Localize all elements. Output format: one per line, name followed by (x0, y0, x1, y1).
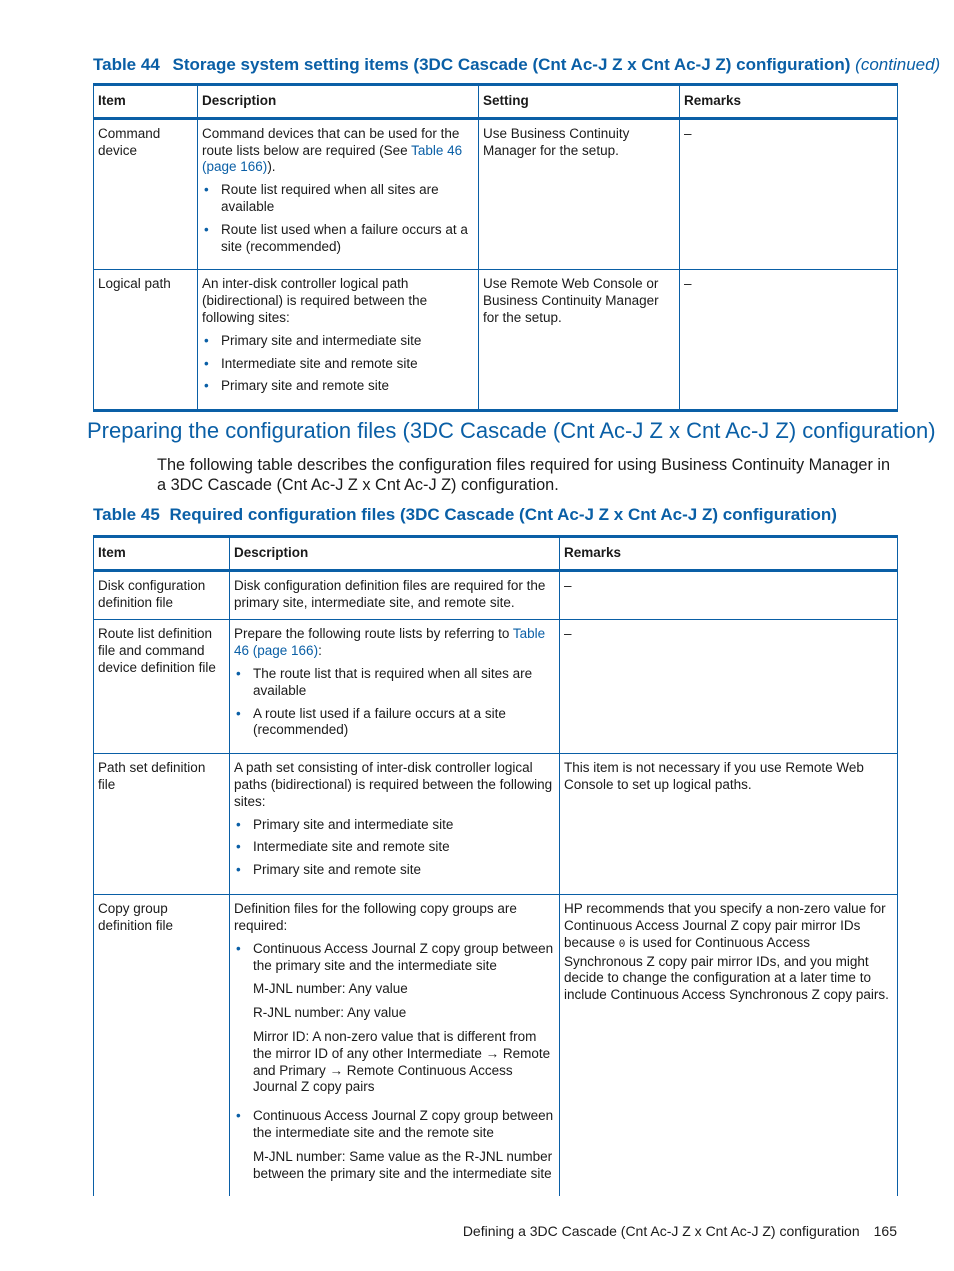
column-header: Setting (479, 85, 680, 119)
table-row (94, 270, 898, 411)
list-item: • Primary site and intermediate site (234, 817, 554, 834)
description-text: Command devices that can be used for the route lists below are required (See (202, 125, 460, 158)
table-46-link[interactable]: Table 46 (page 166) (234, 626, 546, 659)
description-text: ). (267, 159, 276, 175)
table-row (94, 570, 898, 620)
list-item: • Primary site and remote site (234, 862, 554, 879)
section-intro: The following table describes the configuration files required for using Business Continuity Manager in a 3DC Cascade (Cnt Ac-J Z x Cnt Ac-J Z) configuration. (157, 456, 891, 494)
list-item: • A route list used if a failure occurs at a site (recommended) (234, 706, 554, 740)
cell-remarks: – (560, 620, 898, 754)
cell-description (198, 270, 479, 411)
table-46-link[interactable]: Table 46 (page 166) (202, 142, 463, 175)
cell-remarks: – (560, 570, 898, 620)
table-row (94, 895, 898, 1197)
sub-paragraph: Mirror ID: A non-zero value that is different from the mirror ID of any other Intermediate → Remote and Primary → Remote Continuous Access Journal Z copy pairs (253, 1028, 551, 1095)
cell-setting: Use Business Continuity Manager for the setup. (479, 118, 680, 270)
sub-paragraph: M-JNL number: Any value (253, 981, 408, 997)
list-item: • Intermediate site and remote site (202, 356, 473, 373)
list-item: • Route list required when all sites are available (202, 182, 473, 216)
description-text: : (318, 643, 322, 659)
column-header: Item (94, 85, 198, 119)
table-row (94, 620, 898, 754)
section-title: Preparing the configuration files (3DC Cascade (Cnt Ac-J Z x Cnt Ac-J Z) configuration) (87, 418, 936, 443)
remarks-text: HP recommends that you specify a non-zero value for Continuous Access Journal Z copy pair mirror IDs because (564, 901, 886, 950)
remarks-text: is used for Continuous Access Synchronous Z copy pair mirror IDs, and you might decide to change the configuration at a later time to include Continuous Access Synchronous Z copy pairs. (564, 934, 889, 1003)
cell-item: Copy group definition file (94, 895, 230, 1197)
table-44-continued: (continued) (855, 55, 941, 74)
cell-description (230, 620, 560, 754)
cell-item: Route list definition file and command device definition file (94, 620, 230, 754)
cell-description (198, 118, 479, 270)
list-item: • The route list that is required when all sites are available (234, 666, 554, 700)
list-item: • Route list used when a failure occurs at a site (recommended) (202, 222, 473, 256)
cell-item: Logical path (94, 270, 198, 411)
page-number: 165 (873, 1223, 897, 1239)
list-item (234, 1108, 554, 1182)
table-44 (93, 83, 898, 412)
list-item-text: Continuous Access Journal Z copy group between the primary site and the intermediate site (253, 940, 554, 973)
column-header: Remarks (680, 85, 898, 119)
table-row (94, 118, 898, 270)
sub-paragraph: R-JNL number: Any value (253, 1005, 407, 1021)
cell-setting: Use Remote Web Console or Business Continuity Manager for the setup. (479, 270, 680, 411)
table-44-number: Table 44 (93, 55, 160, 74)
table-45-caption (93, 505, 903, 525)
cell-item: Path set definition file (94, 754, 230, 895)
cell-remarks: – (680, 270, 898, 411)
cell-description (230, 895, 560, 1197)
page-footer (380, 1223, 897, 1239)
footer-text: Defining a 3DC Cascade (Cnt Ac-J Z x Cnt Ac-J Z) configuration (462, 1223, 860, 1239)
column-header: Item (94, 537, 230, 571)
sub-paragraph: M-JNL number: Same value as the R-JNL number between the primary site and the intermediate site (253, 1148, 553, 1181)
list-item-text: Continuous Access Journal Z copy group between the intermediate site and the remote site (253, 1108, 554, 1140)
cell-item: Command device (94, 118, 198, 270)
description-text: Prepare the following route lists by referring to (234, 626, 513, 642)
table-45 (93, 535, 898, 1196)
column-header: Description (230, 537, 560, 571)
table-44-title: Storage system setting items (3DC Cascade (Cnt Ac-J Z x Cnt Ac-J Z) configuration) (172, 55, 851, 74)
list-item (234, 941, 554, 1096)
cell-description (230, 754, 560, 895)
list-item: • Intermediate site and remote site (234, 839, 554, 856)
table-44-caption (93, 55, 941, 75)
list-item: • Primary site and remote site (202, 378, 473, 395)
table-row (94, 754, 898, 895)
inline-code: 0 (618, 938, 626, 951)
table-45-title: Required configuration files (3DC Cascade (Cnt Ac-J Z x Cnt Ac-J Z) configuration) (169, 505, 837, 524)
cell-remarks (560, 895, 898, 1197)
list-item: • Primary site and intermediate site (202, 333, 473, 350)
cell-remarks: – (680, 118, 898, 270)
table-header-row (94, 85, 898, 119)
description-text: An inter-disk controller logical path (bidirectional) is required between the following sites: (202, 276, 428, 325)
column-header: Description (198, 85, 479, 119)
cell-description: Disk configuration definition files are required for the primary site, intermediate site, and remote site. (230, 570, 560, 620)
description-text: A path set consisting of inter-disk controller logical paths (bidirectional) is required between the following sites: (234, 760, 553, 809)
table-header-row (94, 537, 898, 571)
cell-item: Disk configuration definition file (94, 570, 230, 620)
column-header: Remarks (560, 537, 898, 571)
table-45-number: Table 45 (93, 505, 160, 524)
cell-remarks: This item is not necessary if you use Remote Web Console to set up logical paths. (560, 754, 898, 895)
description-text: Definition files for the following copy groups are required: (234, 901, 517, 933)
